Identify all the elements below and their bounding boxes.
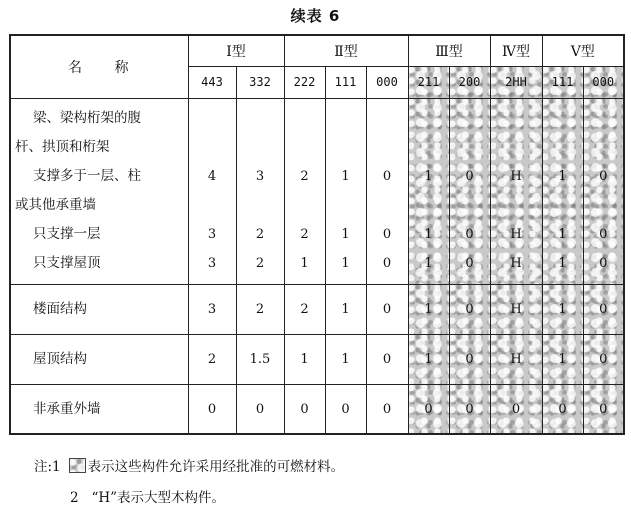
cell-value: 1 xyxy=(341,168,350,184)
cell-value: 3 xyxy=(207,255,217,271)
value-cell xyxy=(583,334,624,384)
cell-value xyxy=(450,191,490,220)
cell-value: 0 xyxy=(558,401,567,417)
cell-value xyxy=(491,191,542,220)
header-group-type4: Ⅳ型 xyxy=(490,35,542,66)
cell-value: 0 xyxy=(341,401,350,417)
cell-value: 0 xyxy=(382,168,392,184)
cell-value: H xyxy=(510,255,522,271)
cell-value: 2 xyxy=(300,168,309,184)
value-cell xyxy=(449,334,490,384)
cell-value: 1 xyxy=(341,255,350,271)
cell-value: 1.5 xyxy=(249,351,271,367)
cell-value xyxy=(285,191,325,220)
value-cell xyxy=(542,334,583,384)
value-cell xyxy=(188,334,236,384)
cell-value xyxy=(326,133,366,162)
cell-value xyxy=(237,133,284,162)
cell-value: 0 xyxy=(465,351,474,367)
value-cell xyxy=(490,334,542,384)
cell-value: 0 xyxy=(382,351,392,367)
cell-value: 0 xyxy=(255,401,265,417)
header-group-type5: Ⅴ型 xyxy=(542,35,624,66)
row-name-line: 杆、拱顶和桁架 xyxy=(15,138,110,155)
cell-value: 1 xyxy=(558,351,567,367)
cell-value: 0 xyxy=(382,226,392,242)
header-subcol: 111 xyxy=(542,66,583,98)
cell-value: 1 xyxy=(424,226,433,242)
value-cell xyxy=(366,284,408,334)
cell-value: 0 xyxy=(465,301,474,317)
cell-value: 2 xyxy=(207,351,217,367)
value-cell xyxy=(284,98,325,284)
cell-value: 1 xyxy=(424,168,433,184)
value-cell xyxy=(408,98,449,284)
cell-value xyxy=(543,133,583,162)
cell-value: 1 xyxy=(341,226,350,242)
cell-value xyxy=(326,191,366,220)
table-row xyxy=(10,284,624,334)
cell-value xyxy=(409,104,449,133)
cell-value: 1 xyxy=(341,301,350,317)
cell-value: 0 xyxy=(382,301,392,317)
header-subcol: 443 xyxy=(188,66,236,98)
cell-value: 0 xyxy=(382,401,392,417)
cell-value xyxy=(491,104,542,133)
cell-value: H xyxy=(510,226,522,242)
value-cell xyxy=(236,384,284,434)
value-cell xyxy=(542,284,583,334)
row-name-line: 只支撑一层 xyxy=(33,225,101,242)
cell-value: 0 xyxy=(465,168,474,184)
cell-value: 0 xyxy=(599,351,608,367)
cell-value: 0 xyxy=(465,401,474,417)
row-name-cell xyxy=(10,334,188,384)
value-cell xyxy=(490,98,542,284)
cell-value xyxy=(237,104,284,133)
cell-value: 3 xyxy=(207,226,217,242)
table-row xyxy=(10,98,624,284)
table-title: 续表 6 xyxy=(290,7,341,25)
cell-value: 0 xyxy=(465,255,474,271)
value-cell xyxy=(188,98,236,284)
cell-value: 1 xyxy=(300,255,309,271)
cell-value: 2 xyxy=(255,226,265,242)
cell-value xyxy=(189,191,236,220)
row-name-cell xyxy=(10,284,188,334)
value-cell xyxy=(284,334,325,384)
cell-value xyxy=(543,191,583,220)
fire-resistance-table xyxy=(9,34,625,435)
value-cell xyxy=(236,98,284,284)
table-row xyxy=(10,384,624,434)
row-name-line: 楼面结构 xyxy=(33,300,87,317)
cell-value: H xyxy=(510,351,522,367)
cell-value: 2 xyxy=(300,226,309,242)
cell-value: 2 xyxy=(300,301,309,317)
cell-value xyxy=(409,133,449,162)
header-subcol: 200 xyxy=(449,66,490,98)
value-cell xyxy=(408,384,449,434)
header-subcol: 211 xyxy=(408,66,449,98)
value-cell xyxy=(366,384,408,434)
cell-value: 1 xyxy=(558,226,567,242)
value-cell xyxy=(449,98,490,284)
cell-value xyxy=(367,191,408,220)
cell-value xyxy=(491,133,542,162)
value-cell xyxy=(449,284,490,334)
value-cell xyxy=(366,334,408,384)
note-2-text: “H”表示大型木构件。 xyxy=(91,490,226,506)
note-2-number: 2 xyxy=(70,490,79,506)
row-name-cell xyxy=(10,384,188,434)
value-cell xyxy=(188,384,236,434)
header-name: 名 称 xyxy=(10,35,188,98)
cell-value xyxy=(584,133,624,162)
cell-value xyxy=(543,104,583,133)
value-cell xyxy=(490,384,542,434)
cell-value: 3 xyxy=(255,168,265,184)
cell-value: 1 xyxy=(424,351,433,367)
cell-value: 2 xyxy=(255,255,265,271)
value-cell xyxy=(408,334,449,384)
cell-value: 0 xyxy=(207,401,217,417)
header-group-type1: Ⅰ型 xyxy=(188,35,284,66)
value-cell xyxy=(325,334,366,384)
header-subcol: 332 xyxy=(236,66,284,98)
cell-value xyxy=(584,191,624,220)
cell-value: 0 xyxy=(599,301,608,317)
cell-value: 0 xyxy=(599,401,608,417)
cell-value: 0 xyxy=(511,401,521,417)
cell-value: 3 xyxy=(207,301,217,317)
value-cell xyxy=(284,384,325,434)
row-name-cell xyxy=(10,98,188,284)
cell-value xyxy=(285,133,325,162)
row-name-line: 或其他承重墙 xyxy=(15,196,96,213)
cell-value xyxy=(189,104,236,133)
shade-swatch xyxy=(69,458,86,473)
value-cell xyxy=(188,284,236,334)
cell-value: 0 xyxy=(599,255,608,271)
value-cell xyxy=(325,384,366,434)
cell-value: 1 xyxy=(558,255,567,271)
cell-value: H xyxy=(510,301,522,317)
value-cell xyxy=(542,98,583,284)
header-group-type3: Ⅲ型 xyxy=(408,35,490,66)
cell-value: 1 xyxy=(341,351,350,367)
cell-value: 1 xyxy=(300,351,309,367)
note-1-number: 注:1 xyxy=(34,459,61,475)
value-cell xyxy=(236,284,284,334)
cell-value xyxy=(409,191,449,220)
note-2 xyxy=(70,486,225,506)
value-cell xyxy=(490,284,542,334)
value-cell xyxy=(542,384,583,434)
cell-value xyxy=(367,104,408,133)
cell-value: 0 xyxy=(382,255,392,271)
value-cell xyxy=(449,384,490,434)
value-cell xyxy=(325,284,366,334)
header-subcol: 000 xyxy=(583,66,624,98)
header-subcol: 222 xyxy=(284,66,325,98)
header-subcol: 000 xyxy=(366,66,408,98)
cell-value xyxy=(285,104,325,133)
header-subcol: 2HH xyxy=(490,66,542,98)
cell-value xyxy=(237,191,284,220)
cell-value: 0 xyxy=(599,168,608,184)
cell-value: 0 xyxy=(300,401,309,417)
header-subcol: 111 xyxy=(325,66,366,98)
row-name-line: 支撑多于一层、柱 xyxy=(33,167,141,184)
cell-value: 4 xyxy=(207,168,217,184)
row-name-line: 只支撑屋顶 xyxy=(33,254,101,271)
cell-value: 2 xyxy=(255,301,265,317)
value-cell xyxy=(366,98,408,284)
cell-value: 0 xyxy=(599,226,608,242)
cell-value xyxy=(367,133,408,162)
cell-value xyxy=(584,104,624,133)
value-cell xyxy=(583,98,624,284)
header-group-type2: Ⅱ型 xyxy=(284,35,408,66)
value-cell xyxy=(325,98,366,284)
row-name-line: 屋顶结构 xyxy=(33,350,87,367)
value-cell xyxy=(236,334,284,384)
row-name-line: 梁、梁构桁架的腹 xyxy=(33,109,141,126)
cell-value: 1 xyxy=(558,168,567,184)
note-1 xyxy=(34,455,344,475)
cell-value: H xyxy=(510,168,522,184)
cell-value xyxy=(326,104,366,133)
value-cell xyxy=(284,284,325,334)
cell-value xyxy=(450,133,490,162)
value-cell xyxy=(583,284,624,334)
cell-value: 1 xyxy=(424,255,433,271)
cell-value xyxy=(450,104,490,133)
value-cell xyxy=(408,284,449,334)
cell-value: 1 xyxy=(558,301,567,317)
row-name-line: 非承重外墙 xyxy=(33,400,101,417)
table-row xyxy=(10,334,624,384)
cell-value: 0 xyxy=(424,401,433,417)
cell-value xyxy=(189,133,236,162)
cell-value: 1 xyxy=(424,301,433,317)
cell-value: 0 xyxy=(465,226,474,242)
note-1-text: 表示这些构件允许采用经批准的可燃材料。 xyxy=(87,459,345,475)
value-cell xyxy=(583,384,624,434)
